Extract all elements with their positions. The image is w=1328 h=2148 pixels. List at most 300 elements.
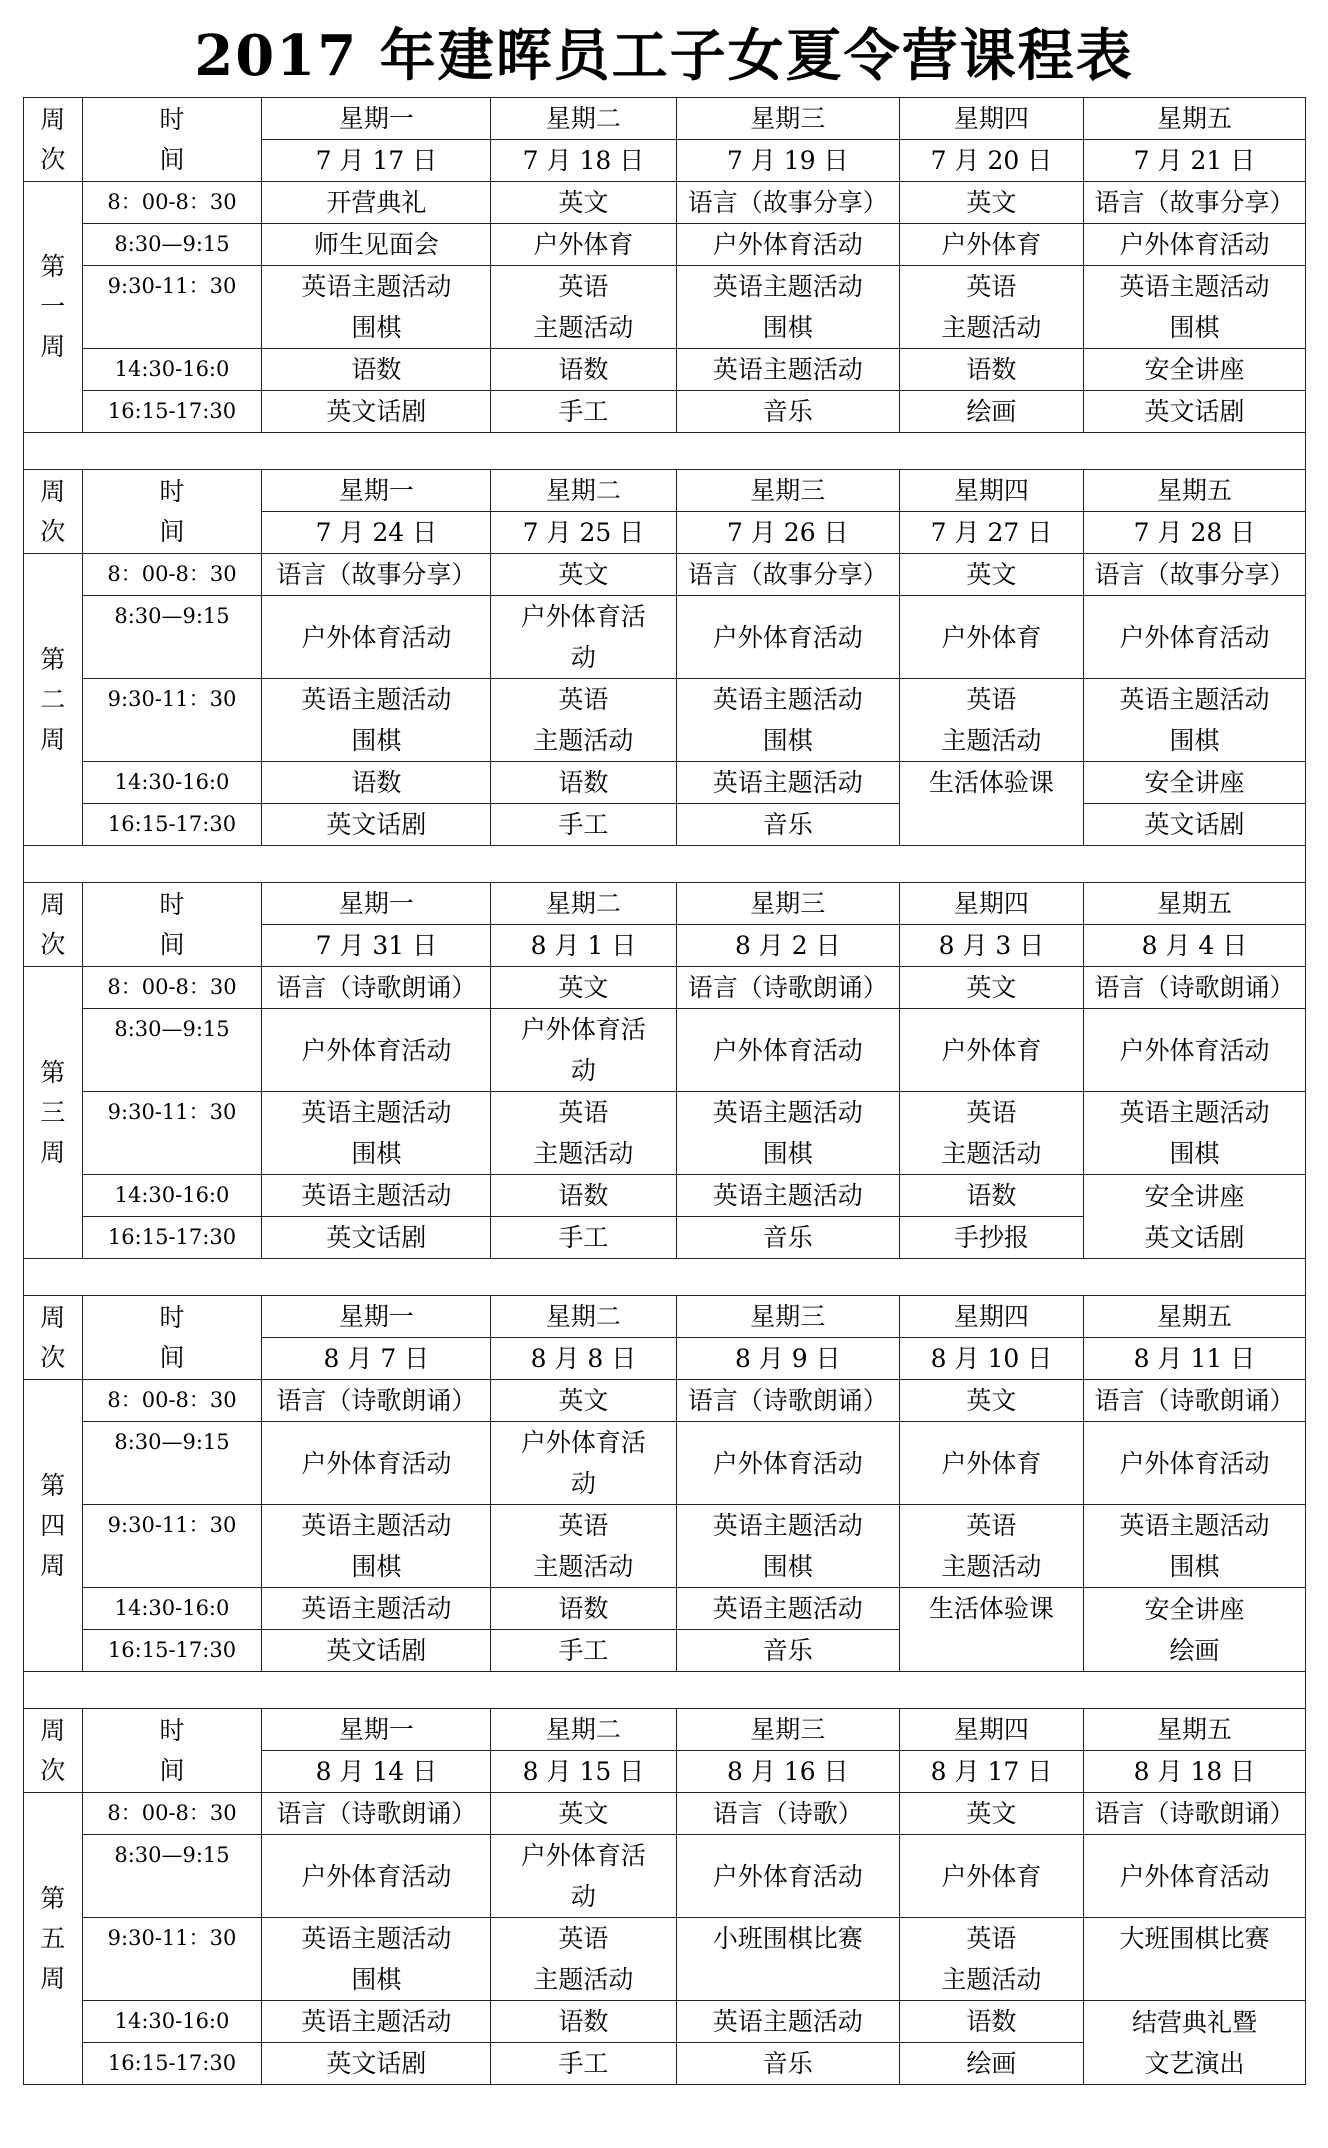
activity-cell: 英语主题活动 (676, 1175, 899, 1217)
activity-cell: 语数 (899, 349, 1083, 391)
activity-cell (1083, 1175, 1305, 1259)
week-label (24, 554, 83, 846)
time-slot: 8:30—9:15 (82, 1835, 262, 1918)
separator-cell (24, 1672, 1306, 1709)
time-slot: 16:15-17:30 (82, 2043, 262, 2085)
date-cell: 8 月 9 日 (676, 1338, 899, 1380)
activity-cell (1083, 1588, 1305, 1672)
cell-line: 英语 (966, 1511, 1017, 1540)
slot-row (24, 2001, 1306, 2043)
weekday-header: 星期一 (262, 883, 491, 925)
activity-cell: 户外体育活动 (676, 1835, 899, 1918)
week-label-char: 第 (40, 252, 66, 281)
separator-cell (24, 846, 1306, 883)
cell-line: 动 (570, 1882, 596, 1911)
weekday-header: 星期二 (491, 883, 676, 925)
time-slot: 14:30-16:0 (82, 2001, 262, 2043)
date-cell: 7 月 24 日 (262, 512, 491, 554)
activity-cell: 户外体育 (899, 224, 1083, 266)
weekday-header: 星期二 (491, 98, 676, 140)
header-char: 时 (159, 104, 185, 134)
activity-cell: 语言（故事分享） (1083, 182, 1305, 224)
activity-cell (491, 1835, 676, 1918)
date-cell: 8 月 7 日 (262, 1338, 491, 1380)
time-slot: 14:30-16:0 (82, 1588, 262, 1630)
weekday-header: 星期一 (262, 470, 491, 512)
activity-cell: 户外体育活动 (676, 1009, 899, 1092)
time-col-header (82, 883, 262, 967)
cell-line: 主题活动 (941, 726, 1042, 755)
cell-line: 绘画 (1169, 1635, 1220, 1665)
weekday-header: 星期一 (262, 1296, 491, 1338)
week-separator (24, 433, 1306, 470)
activity-cell (1083, 1092, 1305, 1175)
activity-cell: 音乐 (676, 2043, 899, 2085)
activity-cell: 英文 (491, 967, 676, 1009)
time-slot: 8：00-8：30 (82, 1380, 262, 1422)
cell-line: 户外体育活 (520, 1015, 646, 1044)
cell-line: 主题活动 (941, 313, 1042, 342)
time-slot: 9:30-11：30 (82, 1505, 262, 1588)
header-char: 间 (159, 516, 185, 546)
activity-cell: 生活体验课 (899, 762, 1083, 846)
time-slot: 8:30—9:15 (82, 1009, 262, 1092)
activity-cell: 手工 (491, 804, 676, 846)
cell-line: 结营典礼暨 (1131, 2007, 1257, 2037)
cell-line: 英语主题活动 (712, 1098, 863, 1127)
date-cell: 7 月 28 日 (1083, 512, 1305, 554)
weekday-header: 星期四 (899, 883, 1083, 925)
cell-line: 户外体育活 (520, 602, 646, 631)
slot-row (24, 1422, 1306, 1505)
week-label-char: 一 (40, 292, 66, 321)
time-slot: 8：00-8：30 (82, 182, 262, 224)
date-cell: 8 月 4 日 (1083, 925, 1305, 967)
activity-cell: 语言（故事分享） (676, 554, 899, 596)
activity-cell: 英文 (491, 554, 676, 596)
date-cell: 8 月 2 日 (676, 925, 899, 967)
weekday-header: 星期一 (262, 98, 491, 140)
slot-row (24, 1092, 1306, 1175)
cell-line: 围棋 (351, 726, 402, 755)
header-char: 周 (40, 889, 66, 919)
time-col-header (82, 1709, 262, 1793)
activity-cell: 户外体育 (899, 1009, 1083, 1092)
activity-cell (1083, 2001, 1305, 2085)
cell-line: 英语 (558, 1511, 609, 1540)
activity-cell: 语言（诗歌朗诵） (1083, 1380, 1305, 1422)
cell-line: 围棋 (762, 1139, 813, 1168)
time-slot: 8：00-8：30 (82, 554, 262, 596)
activity-cell: 英文 (899, 1380, 1083, 1422)
date-cell: 8 月 11 日 (1083, 1338, 1305, 1380)
activity-cell (491, 1092, 676, 1175)
date-cell: 7 月 21 日 (1083, 140, 1305, 182)
weekday-header: 星期三 (676, 470, 899, 512)
header-char: 周 (40, 1715, 66, 1745)
time-slot: 16:15-17:30 (82, 804, 262, 846)
cell-line: 英语 (966, 272, 1017, 301)
header-char: 时 (159, 1715, 185, 1745)
date-cell: 7 月 26 日 (676, 512, 899, 554)
activity-cell: 语言（诗歌朗诵） (676, 1380, 899, 1422)
cell-line: 英语主题活动 (301, 1511, 452, 1540)
activity-cell: 语数 (262, 762, 491, 804)
week-label-char: 三 (40, 1097, 66, 1127)
activity-cell (262, 1092, 491, 1175)
activity-cell: 户外体育活动 (1083, 1422, 1305, 1505)
header-char: 次 (40, 1342, 66, 1372)
activity-cell: 师生见面会 (262, 224, 491, 266)
activity-cell (491, 679, 676, 762)
week-separator (24, 1672, 1306, 1709)
cell-line: 户外体育活 (520, 1841, 646, 1870)
slot-row (24, 1505, 1306, 1588)
week-header-row (24, 98, 1306, 140)
activity-cell: 户外体育 (899, 1422, 1083, 1505)
weekday-header: 星期五 (1083, 1296, 1305, 1338)
activity-cell: 英语主题活动 (676, 762, 899, 804)
activity-cell: 语言（诗歌朗诵） (676, 967, 899, 1009)
activity-cell: 户外体育活动 (1083, 1835, 1305, 1918)
activity-cell: 语言（诗歌朗诵） (1083, 1793, 1305, 1835)
activity-cell: 语言（诗歌朗诵） (262, 1793, 491, 1835)
week-label-char: 二 (40, 684, 66, 714)
weekday-header: 星期四 (899, 470, 1083, 512)
activity-cell: 语数 (491, 349, 676, 391)
activity-cell (262, 1918, 491, 2001)
cell-line: 围棋 (762, 1552, 813, 1581)
activity-cell: 语数 (262, 349, 491, 391)
activity-cell: 手工 (491, 1630, 676, 1672)
weekday-header: 星期五 (1083, 883, 1305, 925)
header-char: 间 (159, 1342, 185, 1372)
weekday-header: 星期二 (491, 470, 676, 512)
week-col-header (24, 1709, 83, 1793)
weekday-header: 星期二 (491, 1296, 676, 1338)
cell-line: 文艺演出 (1144, 2048, 1245, 2078)
activity-cell (899, 1092, 1083, 1175)
week-label (24, 1380, 83, 1672)
weekday-header: 星期二 (491, 1709, 676, 1751)
cell-line: 围棋 (351, 1965, 402, 1994)
activity-cell (262, 266, 491, 349)
cell-line: 围棋 (1169, 313, 1220, 342)
week-label (24, 967, 83, 1259)
cell-line: 主题活动 (533, 1552, 634, 1581)
activity-cell: 英语主题活动 (676, 2001, 899, 2043)
activity-cell: 小班围棋比赛 (676, 1918, 899, 2001)
activity-cell: 英文 (491, 1380, 676, 1422)
activity-cell (899, 1505, 1083, 1588)
cell-line: 围棋 (351, 1139, 402, 1168)
weekday-header: 星期三 (676, 1709, 899, 1751)
activity-cell: 音乐 (676, 1217, 899, 1259)
time-slot: 8：00-8：30 (82, 967, 262, 1009)
cell-line: 主题活动 (533, 1965, 634, 1994)
weekday-header: 星期一 (262, 1709, 491, 1751)
slot-row (24, 967, 1306, 1009)
date-cell: 8 月 18 日 (1083, 1751, 1305, 1793)
slot-row (24, 224, 1306, 266)
activity-cell: 户外体育活动 (676, 596, 899, 679)
slot-row (24, 266, 1306, 349)
activity-cell: 英文 (899, 1793, 1083, 1835)
activity-cell: 语言（故事分享） (676, 182, 899, 224)
slot-row (24, 182, 1306, 224)
activity-cell (676, 266, 899, 349)
activity-cell: 英文 (491, 1793, 676, 1835)
time-slot: 9:30-11：30 (82, 1918, 262, 2001)
cell-line: 主题活动 (533, 313, 634, 342)
activity-cell (491, 1918, 676, 2001)
activity-cell (491, 1505, 676, 1588)
activity-cell: 安全讲座 (1083, 349, 1305, 391)
activity-cell (1083, 266, 1305, 349)
header-char: 时 (159, 476, 185, 506)
header-char: 次 (40, 516, 66, 546)
activity-cell: 手工 (491, 391, 676, 433)
time-slot: 8：00-8：30 (82, 1793, 262, 1835)
activity-cell: 语言（故事分享） (1083, 554, 1305, 596)
time-slot: 14:30-16:0 (82, 762, 262, 804)
week-header-row (24, 470, 1306, 512)
activity-cell: 户外体育活动 (262, 1835, 491, 1918)
activity-cell (1083, 679, 1305, 762)
time-slot: 9:30-11：30 (82, 679, 262, 762)
cell-line: 动 (570, 1056, 596, 1085)
cell-line: 围棋 (351, 1552, 402, 1581)
activity-cell: 语言（故事分享） (262, 554, 491, 596)
week-label (24, 182, 83, 433)
activity-cell: 英文话剧 (1083, 391, 1305, 433)
week-label (24, 1793, 83, 2085)
weekday-header: 星期四 (899, 1296, 1083, 1338)
date-cell: 8 月 16 日 (676, 1751, 899, 1793)
activity-cell: 户外体育活动 (262, 1422, 491, 1505)
date-cell: 7 月 17 日 (262, 140, 491, 182)
activity-cell: 户外体育活动 (1083, 1009, 1305, 1092)
header-char: 间 (159, 929, 185, 959)
activity-cell: 手工 (491, 1217, 676, 1259)
slot-row (24, 391, 1306, 433)
week-label-char: 第 (40, 1883, 66, 1913)
week-separator (24, 1259, 1306, 1296)
cell-line: 英语主题活动 (301, 685, 452, 714)
date-cell: 8 月 10 日 (899, 1338, 1083, 1380)
activity-cell: 手工 (491, 2043, 676, 2085)
slot-row (24, 1380, 1306, 1422)
weekday-header: 星期三 (676, 1296, 899, 1338)
slot-row (24, 1588, 1306, 1630)
activity-cell: 户外体育 (899, 1835, 1083, 1918)
activity-cell: 英文话剧 (262, 804, 491, 846)
week-col-header (24, 98, 83, 182)
activity-cell: 语数 (491, 762, 676, 804)
schedule-table (23, 97, 1306, 2085)
date-cell: 7 月 27 日 (899, 512, 1083, 554)
time-slot: 9:30-11：30 (82, 1092, 262, 1175)
activity-cell: 英语主题活动 (262, 2001, 491, 2043)
header-char: 周 (40, 476, 66, 506)
cell-line: 主题活动 (941, 1552, 1042, 1581)
activity-cell: 大班围棋比赛 (1083, 1918, 1305, 2001)
activity-cell: 户外体育 (491, 224, 676, 266)
weekday-header: 星期三 (676, 98, 899, 140)
separator-cell (24, 1259, 1306, 1296)
activity-cell: 英语主题活动 (262, 1175, 491, 1217)
cell-line: 围棋 (1169, 1139, 1220, 1168)
cell-line: 主题活动 (533, 726, 634, 755)
cell-line: 英语主题活动 (1119, 685, 1270, 714)
cell-line: 英语主题活动 (1119, 272, 1270, 301)
activity-cell (676, 1092, 899, 1175)
time-slot: 16:15-17:30 (82, 1217, 262, 1259)
activity-cell: 英文 (899, 554, 1083, 596)
activity-cell: 语言（诗歌） (676, 1793, 899, 1835)
activity-cell: 英文话剧 (262, 1630, 491, 1672)
week-label-char: 第 (40, 644, 66, 674)
activity-cell: 语数 (491, 2001, 676, 2043)
cell-line: 英语主题活动 (301, 1098, 452, 1127)
cell-line: 主题活动 (941, 1139, 1042, 1168)
time-slot: 8:30—9:15 (82, 224, 262, 266)
activity-cell (262, 679, 491, 762)
activity-cell: 户外体育活动 (1083, 224, 1305, 266)
week-label-char: 第 (40, 1470, 66, 1500)
activity-cell (262, 1505, 491, 1588)
header-char: 次 (40, 929, 66, 959)
activity-cell: 手抄报 (899, 1217, 1083, 1259)
header-char: 次 (40, 1755, 66, 1785)
date-cell: 8 月 15 日 (491, 1751, 676, 1793)
activity-cell: 英语主题活动 (676, 1588, 899, 1630)
time-slot: 8:30—9:15 (82, 596, 262, 679)
slot-row (24, 804, 1306, 846)
time-slot: 14:30-16:0 (82, 1175, 262, 1217)
cell-line: 英文话剧 (1144, 1222, 1245, 1252)
time-slot: 14:30-16:0 (82, 349, 262, 391)
header-char: 周 (40, 104, 66, 134)
activity-cell (1083, 1505, 1305, 1588)
activity-cell: 语言（诗歌朗诵） (1083, 967, 1305, 1009)
cell-line: 英语 (966, 1098, 1017, 1127)
activity-cell: 户外体育活动 (676, 224, 899, 266)
activity-cell: 音乐 (676, 804, 899, 846)
header-char: 时 (159, 889, 185, 919)
date-cell: 8 月 1 日 (491, 925, 676, 967)
activity-cell: 语数 (899, 2001, 1083, 2043)
cell-line: 动 (570, 1469, 596, 1498)
weekday-header: 星期三 (676, 883, 899, 925)
time-col-header (82, 98, 262, 182)
cell-line: 英语主题活动 (712, 685, 863, 714)
date-cell: 7 月 31 日 (262, 925, 491, 967)
activity-cell (899, 1918, 1083, 2001)
week-header-row (24, 1709, 1306, 1751)
activity-cell: 英文话剧 (262, 391, 491, 433)
week-separator (24, 846, 1306, 883)
activity-cell: 英文话剧 (1083, 804, 1305, 846)
slot-row (24, 1918, 1306, 2001)
cell-line: 安全讲座 (1144, 1181, 1245, 1211)
activity-cell: 安全讲座 (1083, 762, 1305, 804)
week-col-header (24, 470, 83, 554)
time-col-header (82, 470, 262, 554)
header-char: 间 (159, 1755, 185, 1785)
slot-row (24, 349, 1306, 391)
slot-row (24, 596, 1306, 679)
activity-cell (899, 679, 1083, 762)
activity-cell: 语数 (899, 1175, 1083, 1217)
activity-cell: 户外体育活动 (1083, 596, 1305, 679)
separator-cell (24, 433, 1306, 470)
week-col-header (24, 883, 83, 967)
cell-line: 围棋 (762, 313, 813, 342)
date-cell: 8 月 3 日 (899, 925, 1083, 967)
cell-line: 英语 (558, 685, 609, 714)
week-col-header (24, 1296, 83, 1380)
activity-cell: 户外体育活动 (262, 596, 491, 679)
time-slot: 8:30—9:15 (82, 1422, 262, 1505)
week-label-char: 周 (40, 724, 66, 754)
weekday-header: 星期五 (1083, 1709, 1305, 1751)
cell-line: 围棋 (351, 313, 402, 342)
cell-line: 英语 (966, 685, 1017, 714)
activity-cell: 语数 (491, 1588, 676, 1630)
activity-cell: 英文 (899, 967, 1083, 1009)
activity-cell: 英文话剧 (262, 1217, 491, 1259)
activity-cell: 英文 (899, 182, 1083, 224)
weekday-header: 星期五 (1083, 470, 1305, 512)
cell-line: 主题活动 (941, 1965, 1042, 1994)
activity-cell: 绘画 (899, 2043, 1083, 2085)
weekday-header: 星期四 (899, 1709, 1083, 1751)
cell-line: 围棋 (1169, 1552, 1220, 1581)
activity-cell: 英语主题活动 (262, 1588, 491, 1630)
header-char: 次 (40, 144, 66, 174)
cell-line: 围棋 (762, 726, 813, 755)
cell-line: 英语主题活动 (301, 272, 452, 301)
activity-cell: 语言（诗歌朗诵） (262, 1380, 491, 1422)
activity-cell: 音乐 (676, 391, 899, 433)
cell-line: 主题活动 (533, 1139, 634, 1168)
date-cell: 7 月 25 日 (491, 512, 676, 554)
weekday-header: 星期五 (1083, 98, 1305, 140)
activity-cell: 英文话剧 (262, 2043, 491, 2085)
activity-cell: 开营典礼 (262, 182, 491, 224)
activity-cell: 英语主题活动 (676, 349, 899, 391)
cell-line: 英语主题活动 (712, 272, 863, 301)
cell-line: 英语主题活动 (1119, 1511, 1270, 1540)
activity-cell: 户外体育活动 (262, 1009, 491, 1092)
cell-line: 英语 (558, 1924, 609, 1953)
header-char: 周 (40, 1302, 66, 1332)
activity-cell: 语数 (491, 1175, 676, 1217)
cell-line: 英语主题活动 (1119, 1098, 1270, 1127)
week-label-char: 第 (40, 1057, 66, 1087)
cell-line: 英语 (558, 1098, 609, 1127)
slot-row (24, 679, 1306, 762)
week-label-char: 周 (40, 1137, 66, 1167)
cell-line: 动 (570, 643, 596, 672)
week-header-row (24, 883, 1306, 925)
cell-line: 安全讲座 (1144, 1594, 1245, 1624)
activity-cell: 户外体育活动 (676, 1422, 899, 1505)
activity-cell (491, 1422, 676, 1505)
cell-line: 围棋 (1169, 726, 1220, 755)
date-cell: 8 月 14 日 (262, 1751, 491, 1793)
